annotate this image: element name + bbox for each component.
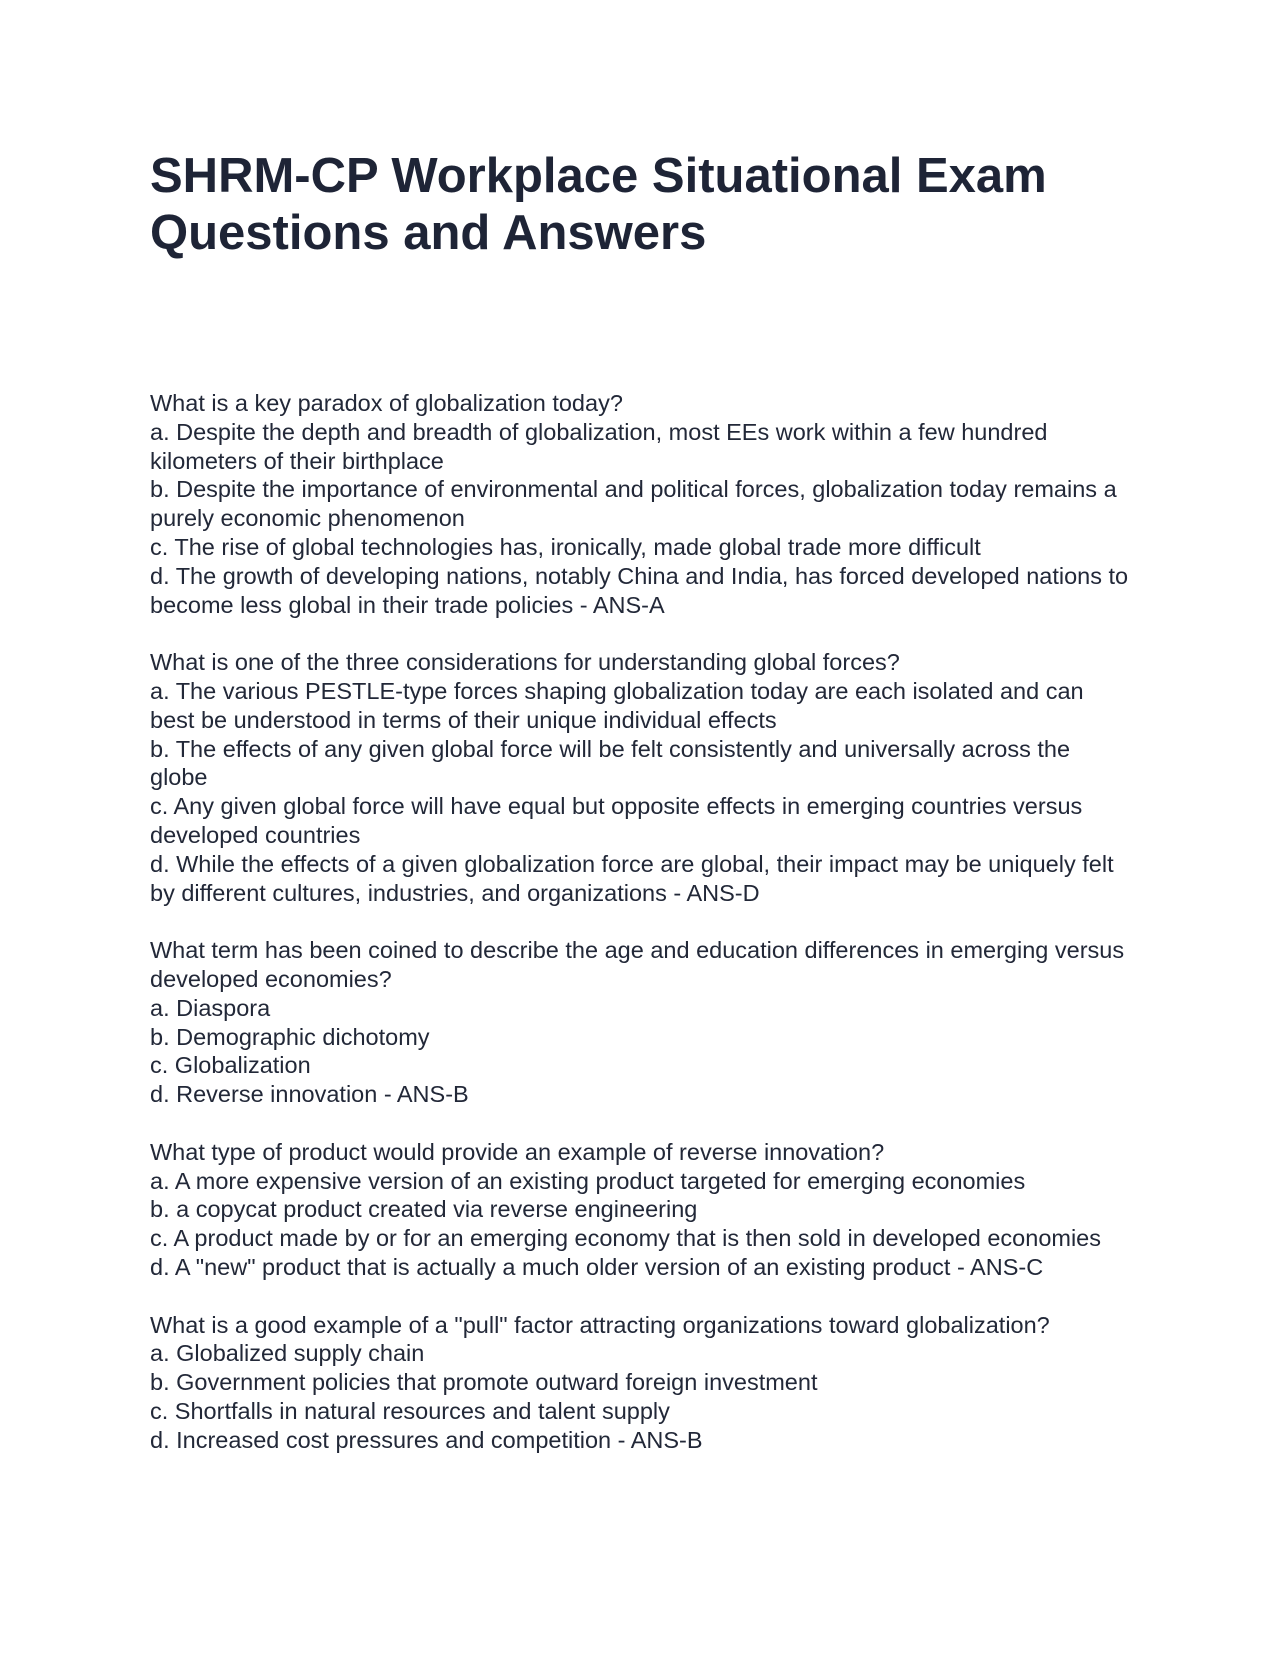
question-block (150, 389, 1130, 619)
question-text: What is a key paradox of globalization today? (150, 390, 623, 416)
question-text: What term has been coined to describe the age and education differences in emerging versus developed economies? (150, 937, 1125, 992)
answer-option: d. A "new" product that is actually a much older version of an existing product - ANS-C (150, 1253, 1044, 1280)
answer-option: d. While the effects of a given globalization force are global, their impact may be uniquely felt by different cultures, industries, and organizations - ANS-D (150, 850, 1114, 906)
answer-option: c. Shortfalls in natural resources and talent supply (150, 1397, 670, 1424)
answer-option: a. Diaspora (150, 994, 271, 1021)
answer-option: a. Globalized supply chain (150, 1340, 425, 1367)
question-block (150, 648, 1130, 907)
answer-option: b. Demographic dichotomy (150, 1023, 430, 1050)
answer-option: b. a copycat product created via reverse engineering (150, 1196, 698, 1223)
answer-option: b. Government policies that promote outward foreign investment (150, 1369, 818, 1396)
answer-option: c. A product made by or for an emerging economy that is then sold in developed economies (150, 1225, 1102, 1252)
answer-option: d. The growth of developing nations, notably China and India, has forced developed nations to become less global in their trade policies - ANS-A (150, 562, 1129, 618)
question-text: What is a good example of a "pull" factor attracting organizations toward globalization? (150, 1311, 1050, 1338)
document-page (150, 148, 1130, 1454)
question-text: What is one of the three considerations for understanding global forces? (150, 649, 900, 676)
question-text: What type of product would provide an example of reverse innovation? (150, 1138, 885, 1165)
question-block (150, 1138, 1130, 1282)
answer-option: a. The various PESTLE-type forces shaping globalization today are each isolated and can best be understood in terms of their unique individual effects (150, 677, 1084, 733)
question-block (150, 1311, 1130, 1455)
answer-option: d. Reverse innovation - ANS-B (150, 1081, 469, 1108)
answer-option: b. The effects of any given global force will be felt consistently and universally across the globe (150, 735, 1071, 791)
answer-option: b. Despite the importance of environmental and political forces, globalization today remains a purely economic phenomenon (150, 476, 1117, 532)
answer-option: a. Despite the depth and breadth of globalization, most EEs work within a few hundred kilometers of their birthplace (150, 418, 1048, 474)
question-block (150, 936, 1130, 1109)
answer-option: c. Any given global force will have equal but opposite effects in emerging countries versus developed countries (150, 793, 1083, 848)
document-title: SHRM-CP Workplace Situational Exam Questions and Answers (150, 149, 1047, 260)
answer-option: a. A more expensive version of an existing product targeted for emerging economies (150, 1167, 1026, 1194)
question-list (150, 389, 1130, 1454)
answer-option: d. Increased cost pressures and competition - ANS-B (150, 1426, 703, 1453)
answer-option: c. The rise of global technologies has, ironically, made global trade more difficult (150, 533, 981, 560)
answer-option: c. Globalization (150, 1052, 311, 1079)
